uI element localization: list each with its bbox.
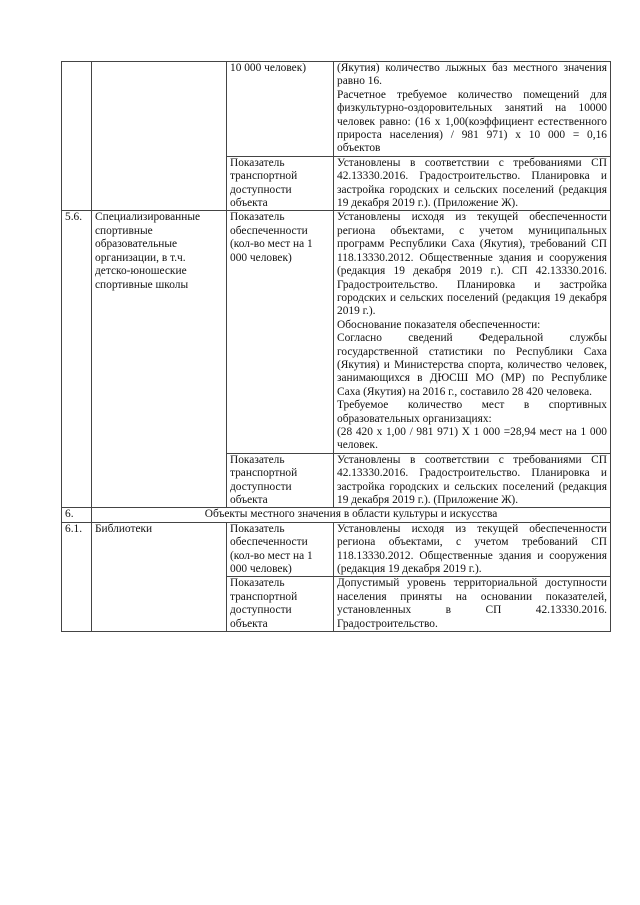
justification-text: Допустимый уровень территориальной доступности населения приняты на основании показателей, установленных в СП 42.13330.2016. Градостроительство.: [334, 577, 611, 632]
row-number: 5.6.: [62, 211, 92, 508]
row-number: 6.1.: [62, 522, 92, 631]
section-number: 6.: [62, 508, 92, 522]
justification-text: Установлены в соответствии с требованиями СП 42.13330.2016. Градостроительство. Планировка и застройка городских и сельских поселений (редакция 19 декабря 2019 г.). (Приложение Ж).: [334, 156, 611, 211]
table-row: [62, 62, 611, 157]
object-name: [92, 62, 227, 211]
paragraph: Расчетное требуемое количество помещений для физкультурно-оздоровительных занятий на 10000 человек равно: (16 х 1,00(коэффициент естественного прироста населения) / 981 971) х 10 000 = 0,16 объектов: [337, 88, 607, 155]
justification-text: Установлены в соответствии с требованиями СП 42.13330.2016. Градостроительство. Планировка и застройка городских и сельских поселений (редакция 19 декабря 2019 г.). (Приложение Ж).: [334, 453, 611, 508]
paragraph: (28 420 х 1,00 / 981 971) Х 1 000 =28,94 мест на 1 000 человек.: [337, 425, 607, 452]
justification-text: [334, 62, 611, 157]
paragraph: Согласно сведений Федеральной службы государственной статистики по Республики Саха (Якутия) и Министерства спорта, количество человек, занимающихся в ДЮСШ МО (МР) по Республике Саха (Якутия) на 2016 г., составило 28 420 человека.: [337, 332, 607, 398]
table-row: [62, 211, 611, 453]
regulations-table: [61, 61, 611, 632]
paragraph: Обоснование показателя обеспеченности:: [337, 318, 541, 331]
object-name: Специализированные спортивные образовательные организации, в т.ч. детско-юношеские спортивные школы: [92, 211, 227, 508]
section-title: Объекты местного значения в области культуры и искусства: [92, 508, 611, 522]
section-row: [62, 508, 611, 522]
indicator-name: Показатель транспортной доступности объекта: [227, 453, 334, 508]
justification-text: Установлены исходя из текущей обеспеченности региона объектами, с учетом требований СП 118.13330.2012. Общественные здания и сооружения (редакция 19 декабря 2019 г.).: [334, 522, 611, 577]
paragraph: (Якутия) количество лыжных баз местного значения равно 16.: [337, 62, 607, 88]
paragraph: Установлены исходя из текущей обеспеченности региона объектами, с учетом муниципальных программ Республики Саха (Якутия), требований СП 118.13330.2012. Общественные здания и сооружения (редакция 19 декабря 2019 г.). СП 42.13330.2016. Градостроительство. Планировка и застройка городских и сельских поселений (редакция 19 декабря 2019 г.).: [337, 211, 607, 318]
indicator-name: 10 000 человек): [227, 62, 334, 157]
indicator-name: Показатель транспортной доступности объекта: [227, 577, 334, 632]
indicator-name: Показатель транспортной доступности объекта: [227, 156, 334, 211]
indicator-name: Показатель обеспеченности (кол-во мест на 1 000 человек): [227, 522, 334, 577]
object-name: Библиотеки: [92, 522, 227, 631]
indicator-name: Показатель обеспеченности (кол-во мест на 1 000 человек): [227, 211, 334, 453]
table-row: [62, 522, 611, 577]
paragraph: Требуемое количество мест в спортивных образовательных организациях:: [337, 399, 607, 425]
row-number: [62, 62, 92, 211]
justification-text: [334, 211, 611, 453]
